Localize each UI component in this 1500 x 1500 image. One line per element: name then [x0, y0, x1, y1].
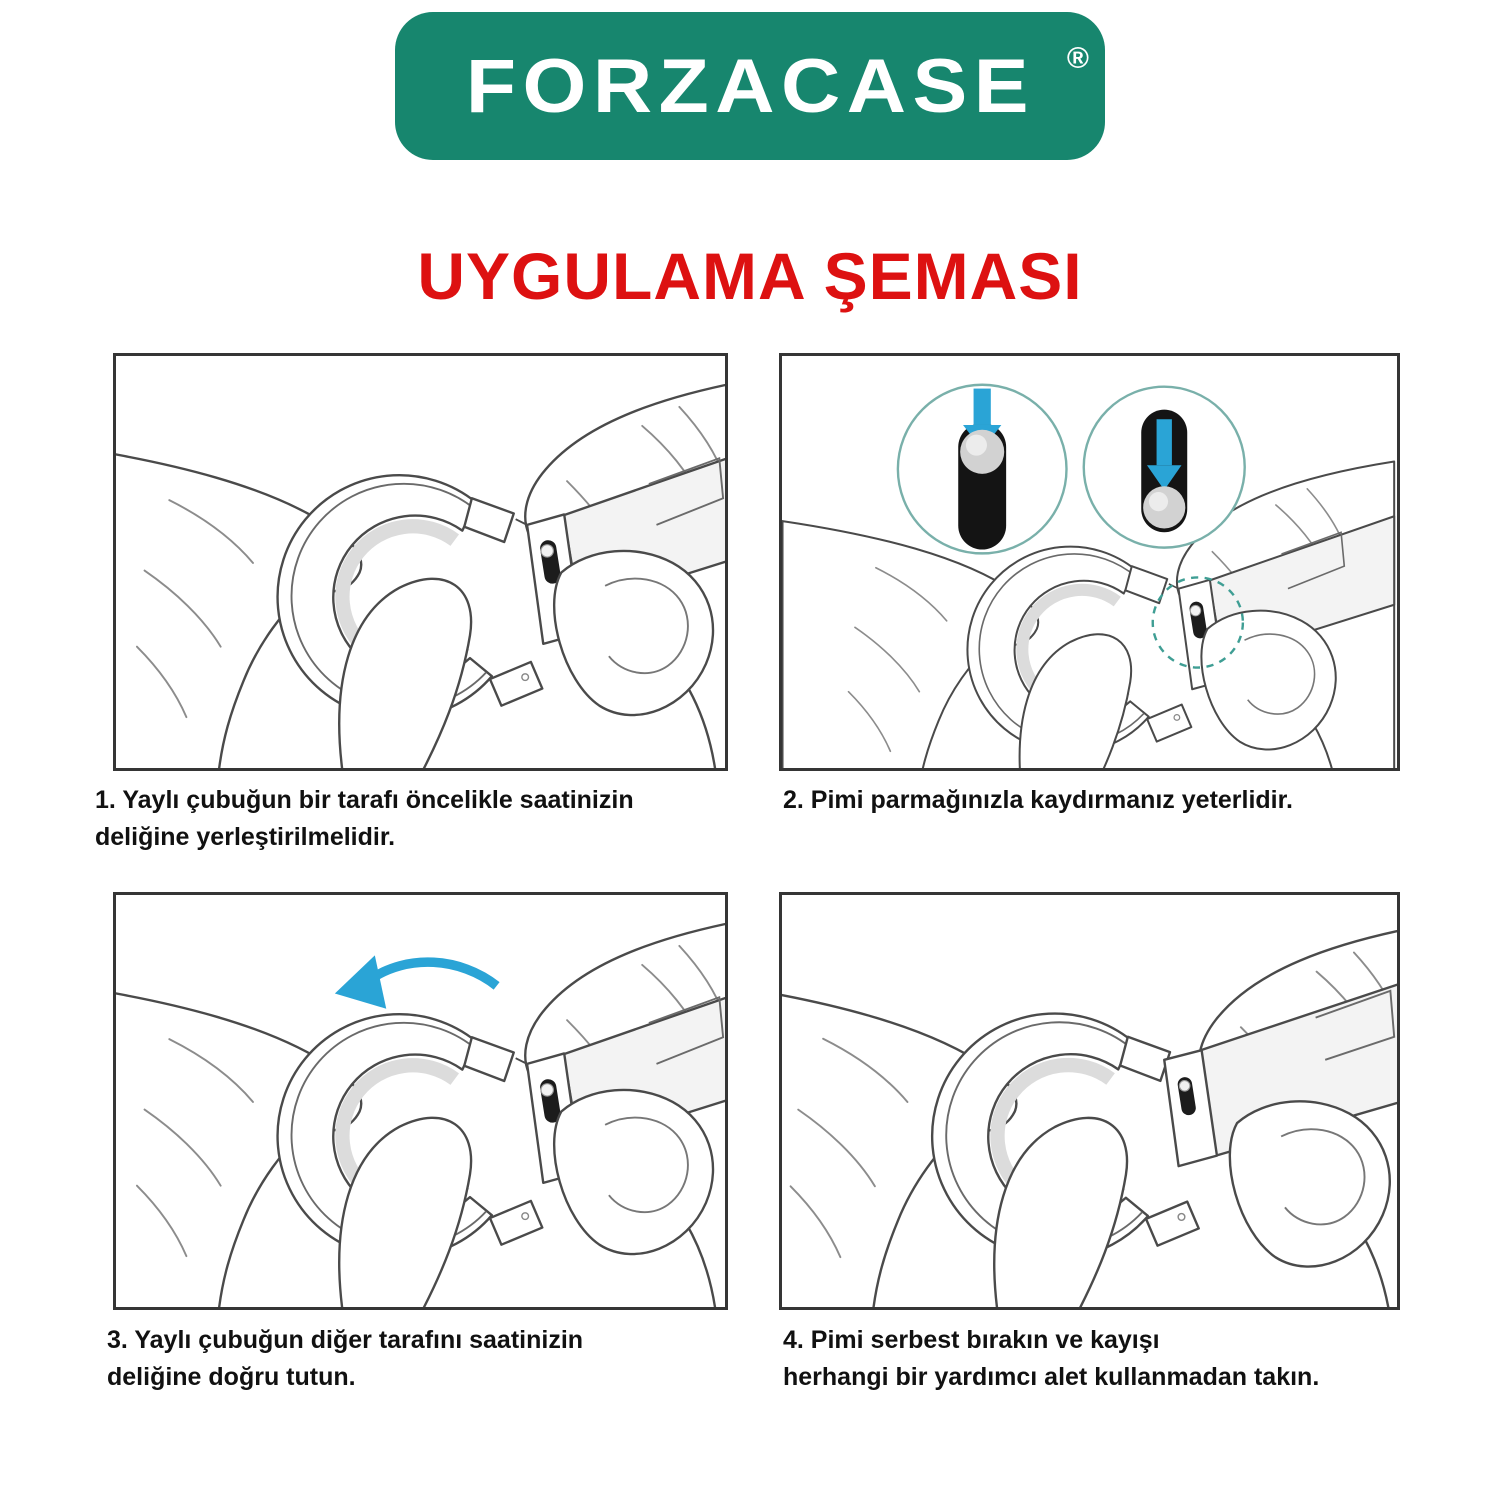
- step-3-panel: [113, 892, 728, 1310]
- step-3-caption: [107, 1322, 583, 1396]
- rotate-arrow-icon: [335, 955, 497, 1008]
- page-title: UYGULAMA ŞEMASI: [417, 239, 1083, 313]
- down-arrow-icon: [1157, 419, 1172, 465]
- pin-down-inset-icon: [1084, 387, 1245, 548]
- caption-line: 1. Yaylı çubuğun bir tarafı öncelikle saatinizin: [95, 786, 634, 814]
- brand-logo-text: FORZACASE: [465, 43, 1035, 129]
- caption-line: 3. Yaylı çubuğun diğer tarafını saatinizin: [107, 1326, 584, 1354]
- caption-line: deliğine doğru tutun.: [107, 1363, 356, 1391]
- step-1-caption: [95, 782, 634, 856]
- step-4-panel: [779, 892, 1400, 1310]
- caption-line: herhangi bir yardımcı alet kullanmadan takın.: [783, 1363, 1320, 1391]
- step-2-caption: [783, 782, 1293, 819]
- registered-trademark-icon: ®: [1066, 42, 1089, 75]
- brand-logo: [395, 12, 1105, 160]
- caption-line: 2. Pimi parmağınızla kaydırmanız yeterlidir.: [783, 786, 1293, 814]
- step-2-illustration: [782, 356, 1397, 768]
- step-1-illustration: [116, 356, 725, 768]
- step-2-panel: [779, 353, 1400, 771]
- pin-up-inset-icon: [898, 385, 1067, 554]
- caption-line: 4. Pimi serbest bırakın ve kayışı: [783, 1326, 1160, 1354]
- step-3-illustration: [116, 895, 725, 1307]
- step-4-illustration: [782, 895, 1397, 1307]
- caption-line: deliğine yerleştirilmelidir.: [95, 823, 396, 851]
- down-arrow-icon: [974, 389, 991, 425]
- step-1-panel: [113, 353, 728, 771]
- step-4-caption: [783, 1322, 1319, 1396]
